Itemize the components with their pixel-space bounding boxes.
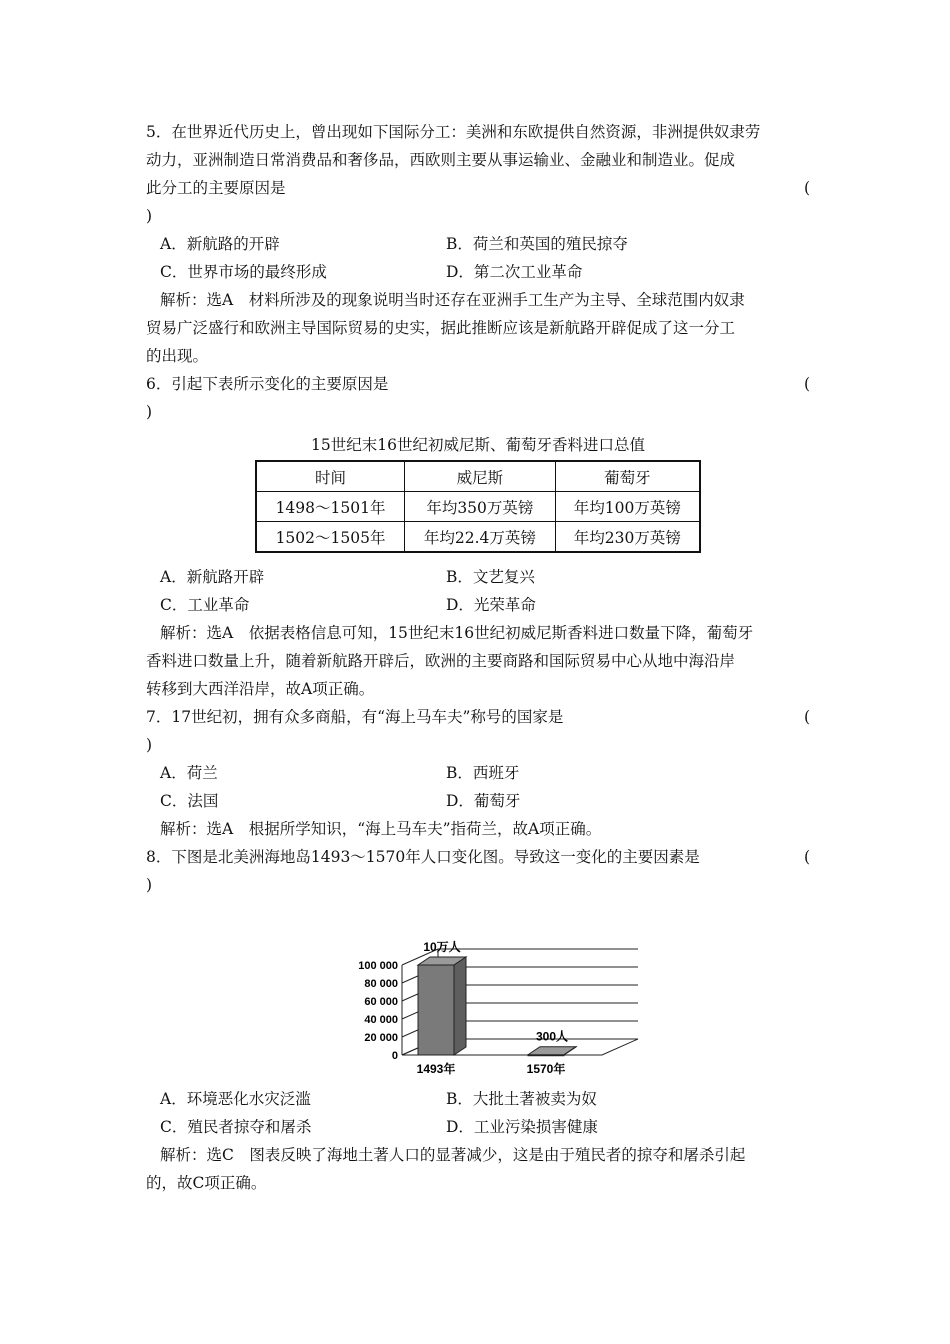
table-cell: 年均350万英镑 bbox=[405, 492, 556, 522]
option-a: A．新航路的开辟 bbox=[160, 235, 280, 253]
question-text-line: 动力，亚洲制造日常消费品和奢侈品，西欧则主要从事运输业、金融业和制造业。促成 bbox=[146, 151, 736, 169]
table-header-cell: 威尼斯 bbox=[405, 461, 556, 492]
analysis-line: 解析：选A 依据表格信息可知，15世纪末16世纪初威尼斯香料进口数量下降，葡萄牙 bbox=[160, 624, 754, 642]
option-b: B．大批土著被卖为奴 bbox=[446, 1090, 597, 1108]
table-cell: 1502～1505年 bbox=[256, 522, 405, 553]
bar-side bbox=[454, 957, 466, 1055]
answer-bracket-close: ) bbox=[146, 403, 153, 421]
answer-bracket-close: ) bbox=[146, 207, 153, 225]
table-cell: 年均230万英镑 bbox=[555, 522, 700, 553]
table-header-cell: 葡萄牙 bbox=[555, 461, 700, 492]
question-5 bbox=[146, 118, 810, 370]
answer-bracket-open: ( bbox=[803, 375, 810, 393]
document-page bbox=[146, 118, 810, 1197]
analysis-line: 的出现。 bbox=[146, 347, 209, 365]
question-8 bbox=[146, 843, 810, 1197]
analysis-line: 解析：选A 材料所涉及的现象说明当时还存在亚洲手工生产为主导、全球范围内奴隶 bbox=[160, 291, 745, 309]
data-label: 300人 bbox=[535, 1029, 569, 1044]
population-chart bbox=[146, 905, 810, 1085]
analysis-line: 贸易广泛盛行和欧洲主导国际贸易的史实，据此推断应该是新航路开辟促成了这一分工 bbox=[146, 319, 736, 337]
option-d: D．光荣革命 bbox=[446, 596, 536, 614]
y-tick-label: 20 000 bbox=[364, 1032, 398, 1044]
population-bar-chart bbox=[342, 905, 642, 1085]
y-tick-label: 40 000 bbox=[364, 1014, 398, 1026]
answer-bracket-open: ( bbox=[803, 179, 810, 197]
question-text-line: 6．引起下表所示变化的主要原因是 bbox=[146, 375, 389, 393]
table-cell: 年均100万英镑 bbox=[555, 492, 700, 522]
x-tick-label: 1570年 bbox=[526, 1062, 566, 1076]
option-b: B．西班牙 bbox=[446, 764, 520, 782]
analysis-line: 解析：选A 根据所学知识，“海上马车夫”指荷兰，故A项正确。 bbox=[160, 820, 602, 838]
analysis-line: 香料进口数量上升，随着新航路开辟后，欧洲的主要商路和国际贸易中心从地中海沿岸 bbox=[146, 652, 736, 670]
analysis-line: 转移到大西洋沿岸，故A项正确。 bbox=[146, 680, 375, 698]
table-header-cell: 时间 bbox=[256, 461, 405, 492]
answer-bracket-close: ) bbox=[146, 736, 153, 754]
answer-bracket-open: ( bbox=[803, 708, 810, 726]
option-a: A．环境恶化水灾泛滥 bbox=[160, 1090, 311, 1108]
option-c: C．工业革命 bbox=[160, 596, 250, 614]
y-tick-label: 60 000 bbox=[364, 996, 398, 1008]
option-b: B．文艺复兴 bbox=[446, 568, 535, 586]
data-label: 10万人 bbox=[423, 940, 461, 954]
question-text-line: 此分工的主要原因是 bbox=[146, 179, 286, 197]
option-c: C．法国 bbox=[160, 792, 219, 810]
question-text-line: 7．17世纪初，拥有众多商船，有“海上马车夫”称号的国家是 bbox=[146, 708, 564, 726]
y-tick-label: 0 bbox=[391, 1050, 398, 1062]
table-cell: 1498～1501年 bbox=[256, 492, 405, 522]
y-tick-label: 100 000 bbox=[358, 960, 398, 972]
y-tick-label: 80 000 bbox=[364, 978, 398, 990]
x-tick-label: 1493年 bbox=[416, 1062, 456, 1076]
analysis-line: 解析：选C 图表反映了海地土著人口的显著减少，这是由于殖民者的掠夺和屠杀引起 bbox=[160, 1146, 746, 1164]
analysis-line: 的，故C项正确。 bbox=[146, 1174, 267, 1192]
question-7 bbox=[146, 703, 810, 843]
table-row bbox=[256, 522, 700, 553]
option-c: C．世界市场的最终形成 bbox=[160, 263, 327, 281]
table-row bbox=[256, 492, 700, 522]
option-a: A．荷兰 bbox=[160, 764, 218, 782]
question-6 bbox=[146, 370, 810, 703]
bar-top bbox=[528, 1047, 576, 1055]
table-caption: 15世纪末16世纪初威尼斯、葡萄牙香料进口总值 bbox=[311, 436, 645, 454]
table-header-row bbox=[256, 461, 700, 492]
option-b: B．荷兰和英国的殖民掠夺 bbox=[446, 235, 628, 253]
option-d: D．第二次工业革命 bbox=[446, 263, 583, 281]
option-d: D．葡萄牙 bbox=[446, 792, 521, 810]
option-d: D．工业污染损害健康 bbox=[446, 1118, 598, 1136]
option-a: A．新航路开辟 bbox=[160, 568, 265, 586]
answer-bracket-close: ) bbox=[146, 876, 153, 894]
spice-import-table bbox=[255, 460, 701, 553]
question-text-line: 5．在世界近代历史上，曾出现如下国际分工：美洲和东欧提供自然资源，非洲提供奴隶劳 bbox=[146, 123, 761, 141]
question-text-line: 8．下图是北美洲海地岛1493～1570年人口变化图。导致这一变化的主要因素是 bbox=[146, 848, 700, 866]
answer-bracket-open: ( bbox=[803, 848, 810, 866]
option-c: C．殖民者掠夺和屠杀 bbox=[160, 1118, 312, 1136]
bar-front bbox=[418, 965, 454, 1055]
table-cell: 年均22.4万英镑 bbox=[405, 522, 556, 553]
